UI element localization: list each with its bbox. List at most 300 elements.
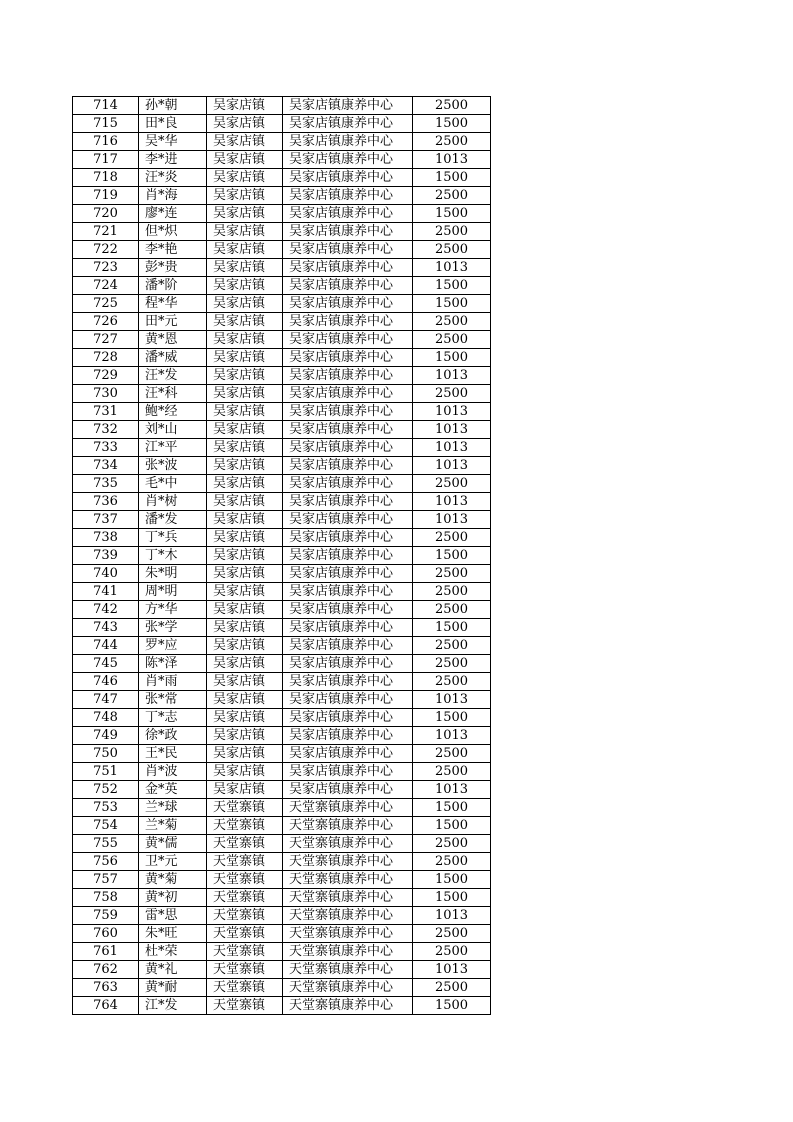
table-row: [73, 331, 491, 349]
center-cell: 吴家店镇康养中心: [283, 133, 413, 151]
amount-cell: 2500: [413, 763, 491, 781]
row-number-cell: 732: [73, 421, 139, 439]
amount-cell: 2500: [413, 565, 491, 583]
amount-cell: 1013: [413, 493, 491, 511]
name-cell: 吴*华: [139, 133, 207, 151]
table-row: [73, 799, 491, 817]
amount-cell: 2500: [413, 637, 491, 655]
row-number-cell: 714: [73, 97, 139, 115]
town-cell: 吴家店镇: [207, 133, 283, 151]
name-cell: 雷*思: [139, 907, 207, 925]
name-cell: 肖*波: [139, 763, 207, 781]
center-cell: 吴家店镇康养中心: [283, 547, 413, 565]
amount-cell: 2500: [413, 241, 491, 259]
table-row: [73, 997, 491, 1015]
table-body: [73, 97, 491, 1015]
row-number-cell: 726: [73, 313, 139, 331]
name-cell: 但*炽: [139, 223, 207, 241]
town-cell: 吴家店镇: [207, 367, 283, 385]
center-cell: 吴家店镇康养中心: [283, 349, 413, 367]
row-number-cell: 737: [73, 511, 139, 529]
name-cell: 廖*连: [139, 205, 207, 223]
center-cell: 吴家店镇康养中心: [283, 421, 413, 439]
name-cell: 丁*兵: [139, 529, 207, 547]
center-cell: 天堂寨镇康养中心: [283, 817, 413, 835]
table-row: [73, 313, 491, 331]
amount-cell: 1500: [413, 547, 491, 565]
row-number-cell: 752: [73, 781, 139, 799]
amount-cell: 2500: [413, 673, 491, 691]
amount-cell: 1013: [413, 907, 491, 925]
amount-cell: 1013: [413, 457, 491, 475]
town-cell: 吴家店镇: [207, 529, 283, 547]
center-cell: 吴家店镇康养中心: [283, 151, 413, 169]
name-cell: 江*发: [139, 997, 207, 1015]
row-number-cell: 757: [73, 871, 139, 889]
table-row: [73, 493, 491, 511]
name-cell: 潘*威: [139, 349, 207, 367]
center-cell: 天堂寨镇康养中心: [283, 943, 413, 961]
center-cell: 吴家店镇康养中心: [283, 457, 413, 475]
amount-cell: 2500: [413, 529, 491, 547]
town-cell: 天堂寨镇: [207, 817, 283, 835]
town-cell: 吴家店镇: [207, 151, 283, 169]
name-cell: 肖*树: [139, 493, 207, 511]
amount-cell: 2500: [413, 943, 491, 961]
table-row: [73, 205, 491, 223]
amount-cell: 1500: [413, 799, 491, 817]
table-row: [73, 601, 491, 619]
center-cell: 吴家店镇康养中心: [283, 475, 413, 493]
center-cell: 吴家店镇康养中心: [283, 115, 413, 133]
name-cell: 张*波: [139, 457, 207, 475]
table-row: [73, 115, 491, 133]
town-cell: 吴家店镇: [207, 205, 283, 223]
town-cell: 吴家店镇: [207, 673, 283, 691]
table-row: [73, 709, 491, 727]
town-cell: 吴家店镇: [207, 655, 283, 673]
center-cell: 天堂寨镇康养中心: [283, 907, 413, 925]
amount-cell: 2500: [413, 97, 491, 115]
name-cell: 汪*炎: [139, 169, 207, 187]
town-cell: 吴家店镇: [207, 511, 283, 529]
amount-cell: 2500: [413, 187, 491, 205]
name-cell: 丁*木: [139, 547, 207, 565]
row-number-cell: 750: [73, 745, 139, 763]
town-cell: 天堂寨镇: [207, 943, 283, 961]
table-row: [73, 781, 491, 799]
town-cell: 天堂寨镇: [207, 925, 283, 943]
name-cell: 卫*元: [139, 853, 207, 871]
name-cell: 江*平: [139, 439, 207, 457]
table-row: [73, 475, 491, 493]
row-number-cell: 758: [73, 889, 139, 907]
town-cell: 天堂寨镇: [207, 961, 283, 979]
table-row: [73, 97, 491, 115]
table-row: [73, 763, 491, 781]
town-cell: 天堂寨镇: [207, 907, 283, 925]
amount-cell: 2500: [413, 313, 491, 331]
table-row: [73, 745, 491, 763]
amount-cell: 1500: [413, 997, 491, 1015]
center-cell: 天堂寨镇康养中心: [283, 925, 413, 943]
name-cell: 汪*科: [139, 385, 207, 403]
town-cell: 天堂寨镇: [207, 979, 283, 997]
center-cell: 吴家店镇康养中心: [283, 709, 413, 727]
name-cell: 田*良: [139, 115, 207, 133]
row-number-cell: 734: [73, 457, 139, 475]
town-cell: 吴家店镇: [207, 403, 283, 421]
town-cell: 吴家店镇: [207, 763, 283, 781]
center-cell: 天堂寨镇康养中心: [283, 799, 413, 817]
center-cell: 吴家店镇康养中心: [283, 295, 413, 313]
table-row: [73, 655, 491, 673]
name-cell: 程*华: [139, 295, 207, 313]
town-cell: 吴家店镇: [207, 691, 283, 709]
town-cell: 吴家店镇: [207, 385, 283, 403]
row-number-cell: 756: [73, 853, 139, 871]
center-cell: 吴家店镇康养中心: [283, 493, 413, 511]
town-cell: 吴家店镇: [207, 475, 283, 493]
town-cell: 吴家店镇: [207, 637, 283, 655]
name-cell: 王*民: [139, 745, 207, 763]
name-cell: 黄*初: [139, 889, 207, 907]
row-number-cell: 723: [73, 259, 139, 277]
town-cell: 吴家店镇: [207, 259, 283, 277]
table-row: [73, 403, 491, 421]
table-row: [73, 817, 491, 835]
center-cell: 吴家店镇康养中心: [283, 673, 413, 691]
center-cell: 天堂寨镇康养中心: [283, 871, 413, 889]
name-cell: 朱*旺: [139, 925, 207, 943]
name-cell: 杜*荣: [139, 943, 207, 961]
amount-cell: 1500: [413, 169, 491, 187]
table-row: [73, 835, 491, 853]
center-cell: 吴家店镇康养中心: [283, 169, 413, 187]
center-cell: 天堂寨镇康养中心: [283, 835, 413, 853]
amount-cell: 1500: [413, 817, 491, 835]
name-cell: 李*进: [139, 151, 207, 169]
table-row: [73, 169, 491, 187]
town-cell: 吴家店镇: [207, 439, 283, 457]
row-number-cell: 746: [73, 673, 139, 691]
amount-cell: 2500: [413, 331, 491, 349]
name-cell: 罗*应: [139, 637, 207, 655]
amount-cell: 2500: [413, 745, 491, 763]
table-row: [73, 439, 491, 457]
row-number-cell: 745: [73, 655, 139, 673]
name-cell: 朱*明: [139, 565, 207, 583]
name-cell: 方*华: [139, 601, 207, 619]
center-cell: 吴家店镇康养中心: [283, 529, 413, 547]
center-cell: 吴家店镇康养中心: [283, 259, 413, 277]
center-cell: 吴家店镇康养中心: [283, 619, 413, 637]
row-number-cell: 740: [73, 565, 139, 583]
data-table: [72, 96, 491, 1015]
amount-cell: 2500: [413, 223, 491, 241]
town-cell: 吴家店镇: [207, 619, 283, 637]
name-cell: 彭*贵: [139, 259, 207, 277]
center-cell: 吴家店镇康养中心: [283, 727, 413, 745]
center-cell: 吴家店镇康养中心: [283, 385, 413, 403]
amount-cell: 1500: [413, 115, 491, 133]
row-number-cell: 743: [73, 619, 139, 637]
amount-cell: 1013: [413, 727, 491, 745]
row-number-cell: 739: [73, 547, 139, 565]
amount-cell: 1500: [413, 889, 491, 907]
row-number-cell: 730: [73, 385, 139, 403]
amount-cell: 1013: [413, 259, 491, 277]
center-cell: 吴家店镇康养中心: [283, 331, 413, 349]
name-cell: 潘*发: [139, 511, 207, 529]
name-cell: 金*英: [139, 781, 207, 799]
name-cell: 张*常: [139, 691, 207, 709]
table-row: [73, 727, 491, 745]
table-row: [73, 511, 491, 529]
row-number-cell: 735: [73, 475, 139, 493]
name-cell: 陈*泽: [139, 655, 207, 673]
name-cell: 黄*菊: [139, 871, 207, 889]
center-cell: 吴家店镇康养中心: [283, 655, 413, 673]
center-cell: 吴家店镇康养中心: [283, 187, 413, 205]
row-number-cell: 761: [73, 943, 139, 961]
center-cell: 吴家店镇康养中心: [283, 781, 413, 799]
town-cell: 吴家店镇: [207, 277, 283, 295]
table-row: [73, 979, 491, 997]
table-row: [73, 295, 491, 313]
table-row: [73, 277, 491, 295]
row-number-cell: 733: [73, 439, 139, 457]
town-cell: 吴家店镇: [207, 331, 283, 349]
table-row: [73, 367, 491, 385]
town-cell: 吴家店镇: [207, 349, 283, 367]
center-cell: 吴家店镇康养中心: [283, 691, 413, 709]
name-cell: 汪*发: [139, 367, 207, 385]
table-row: [73, 961, 491, 979]
town-cell: 吴家店镇: [207, 745, 283, 763]
table-row: [73, 673, 491, 691]
center-cell: 吴家店镇康养中心: [283, 367, 413, 385]
table-row: [73, 421, 491, 439]
table-row: [73, 547, 491, 565]
name-cell: 黄*耐: [139, 979, 207, 997]
amount-cell: 1500: [413, 277, 491, 295]
row-number-cell: 720: [73, 205, 139, 223]
amount-cell: 1500: [413, 871, 491, 889]
center-cell: 吴家店镇康养中心: [283, 565, 413, 583]
name-cell: 肖*海: [139, 187, 207, 205]
name-cell: 兰*菊: [139, 817, 207, 835]
center-cell: 吴家店镇康养中心: [283, 205, 413, 223]
center-cell: 吴家店镇康养中心: [283, 745, 413, 763]
name-cell: 潘*阶: [139, 277, 207, 295]
center-cell: 吴家店镇康养中心: [283, 223, 413, 241]
table-row: [73, 871, 491, 889]
center-cell: 吴家店镇康养中心: [283, 241, 413, 259]
center-cell: 吴家店镇康养中心: [283, 439, 413, 457]
town-cell: 吴家店镇: [207, 781, 283, 799]
row-number-cell: 749: [73, 727, 139, 745]
town-cell: 天堂寨镇: [207, 835, 283, 853]
town-cell: 吴家店镇: [207, 493, 283, 511]
row-number-cell: 751: [73, 763, 139, 781]
name-cell: 黄*儒: [139, 835, 207, 853]
center-cell: 天堂寨镇康养中心: [283, 853, 413, 871]
center-cell: 天堂寨镇康养中心: [283, 979, 413, 997]
name-cell: 黄*恩: [139, 331, 207, 349]
amount-cell: 1013: [413, 961, 491, 979]
center-cell: 吴家店镇康养中心: [283, 97, 413, 115]
row-number-cell: 738: [73, 529, 139, 547]
table-row: [73, 457, 491, 475]
row-number-cell: 731: [73, 403, 139, 421]
amount-cell: 1500: [413, 349, 491, 367]
table-row: [73, 925, 491, 943]
row-number-cell: 759: [73, 907, 139, 925]
center-cell: 吴家店镇康养中心: [283, 313, 413, 331]
center-cell: 吴家店镇康养中心: [283, 637, 413, 655]
amount-cell: 1013: [413, 691, 491, 709]
table-row: [73, 241, 491, 259]
table-row: [73, 223, 491, 241]
amount-cell: 1013: [413, 439, 491, 457]
table-row: [73, 133, 491, 151]
table-row: [73, 349, 491, 367]
amount-cell: 2500: [413, 601, 491, 619]
row-number-cell: 753: [73, 799, 139, 817]
name-cell: 肖*雨: [139, 673, 207, 691]
amount-cell: 2500: [413, 385, 491, 403]
town-cell: 天堂寨镇: [207, 853, 283, 871]
town-cell: 天堂寨镇: [207, 871, 283, 889]
row-number-cell: 717: [73, 151, 139, 169]
amount-cell: 1013: [413, 511, 491, 529]
name-cell: 周*明: [139, 583, 207, 601]
row-number-cell: 716: [73, 133, 139, 151]
row-number-cell: 764: [73, 997, 139, 1015]
table-row: [73, 529, 491, 547]
table-row: [73, 853, 491, 871]
town-cell: 吴家店镇: [207, 583, 283, 601]
row-number-cell: 742: [73, 601, 139, 619]
amount-cell: 2500: [413, 133, 491, 151]
table-row: [73, 259, 491, 277]
row-number-cell: 718: [73, 169, 139, 187]
center-cell: 吴家店镇康养中心: [283, 601, 413, 619]
row-number-cell: 722: [73, 241, 139, 259]
row-number-cell: 727: [73, 331, 139, 349]
name-cell: 黄*礼: [139, 961, 207, 979]
row-number-cell: 728: [73, 349, 139, 367]
table-row: [73, 565, 491, 583]
town-cell: 吴家店镇: [207, 97, 283, 115]
town-cell: 吴家店镇: [207, 241, 283, 259]
row-number-cell: 760: [73, 925, 139, 943]
table-row: [73, 907, 491, 925]
town-cell: 吴家店镇: [207, 709, 283, 727]
amount-cell: 2500: [413, 655, 491, 673]
amount-cell: 2500: [413, 853, 491, 871]
amount-cell: 1013: [413, 421, 491, 439]
center-cell: 吴家店镇康养中心: [283, 511, 413, 529]
town-cell: 吴家店镇: [207, 547, 283, 565]
row-number-cell: 763: [73, 979, 139, 997]
table-row: [73, 385, 491, 403]
center-cell: 吴家店镇康养中心: [283, 583, 413, 601]
name-cell: 李*艳: [139, 241, 207, 259]
row-number-cell: 744: [73, 637, 139, 655]
amount-cell: 2500: [413, 583, 491, 601]
center-cell: 吴家店镇康养中心: [283, 403, 413, 421]
table-row: [73, 187, 491, 205]
town-cell: 天堂寨镇: [207, 889, 283, 907]
town-cell: 吴家店镇: [207, 223, 283, 241]
amount-cell: 1013: [413, 781, 491, 799]
table-row: [73, 583, 491, 601]
town-cell: 吴家店镇: [207, 565, 283, 583]
amount-cell: 2500: [413, 475, 491, 493]
amount-cell: 2500: [413, 925, 491, 943]
center-cell: 天堂寨镇康养中心: [283, 889, 413, 907]
amount-cell: 1500: [413, 709, 491, 727]
center-cell: 吴家店镇康养中心: [283, 277, 413, 295]
table-row: [73, 619, 491, 637]
name-cell: 刘*山: [139, 421, 207, 439]
name-cell: 田*元: [139, 313, 207, 331]
table-row: [73, 151, 491, 169]
center-cell: 吴家店镇康养中心: [283, 763, 413, 781]
name-cell: 张*学: [139, 619, 207, 637]
town-cell: 吴家店镇: [207, 187, 283, 205]
town-cell: 吴家店镇: [207, 169, 283, 187]
town-cell: 吴家店镇: [207, 313, 283, 331]
amount-cell: 1013: [413, 403, 491, 421]
row-number-cell: 729: [73, 367, 139, 385]
row-number-cell: 721: [73, 223, 139, 241]
name-cell: 鲍*经: [139, 403, 207, 421]
town-cell: 吴家店镇: [207, 727, 283, 745]
town-cell: 吴家店镇: [207, 601, 283, 619]
name-cell: 丁*志: [139, 709, 207, 727]
row-number-cell: 719: [73, 187, 139, 205]
name-cell: 孙*朝: [139, 97, 207, 115]
amount-cell: 2500: [413, 835, 491, 853]
town-cell: 天堂寨镇: [207, 997, 283, 1015]
table-row: [73, 637, 491, 655]
center-cell: 天堂寨镇康养中心: [283, 997, 413, 1015]
row-number-cell: 762: [73, 961, 139, 979]
row-number-cell: 736: [73, 493, 139, 511]
town-cell: 吴家店镇: [207, 115, 283, 133]
town-cell: 吴家店镇: [207, 295, 283, 313]
name-cell: 毛*中: [139, 475, 207, 493]
name-cell: 兰*球: [139, 799, 207, 817]
row-number-cell: 748: [73, 709, 139, 727]
center-cell: 天堂寨镇康养中心: [283, 961, 413, 979]
row-number-cell: 725: [73, 295, 139, 313]
amount-cell: 1013: [413, 367, 491, 385]
amount-cell: 1500: [413, 205, 491, 223]
town-cell: 天堂寨镇: [207, 799, 283, 817]
table-row: [73, 691, 491, 709]
town-cell: 吴家店镇: [207, 421, 283, 439]
amount-cell: 1500: [413, 619, 491, 637]
row-number-cell: 755: [73, 835, 139, 853]
row-number-cell: 715: [73, 115, 139, 133]
row-number-cell: 754: [73, 817, 139, 835]
table-row: [73, 943, 491, 961]
town-cell: 吴家店镇: [207, 457, 283, 475]
